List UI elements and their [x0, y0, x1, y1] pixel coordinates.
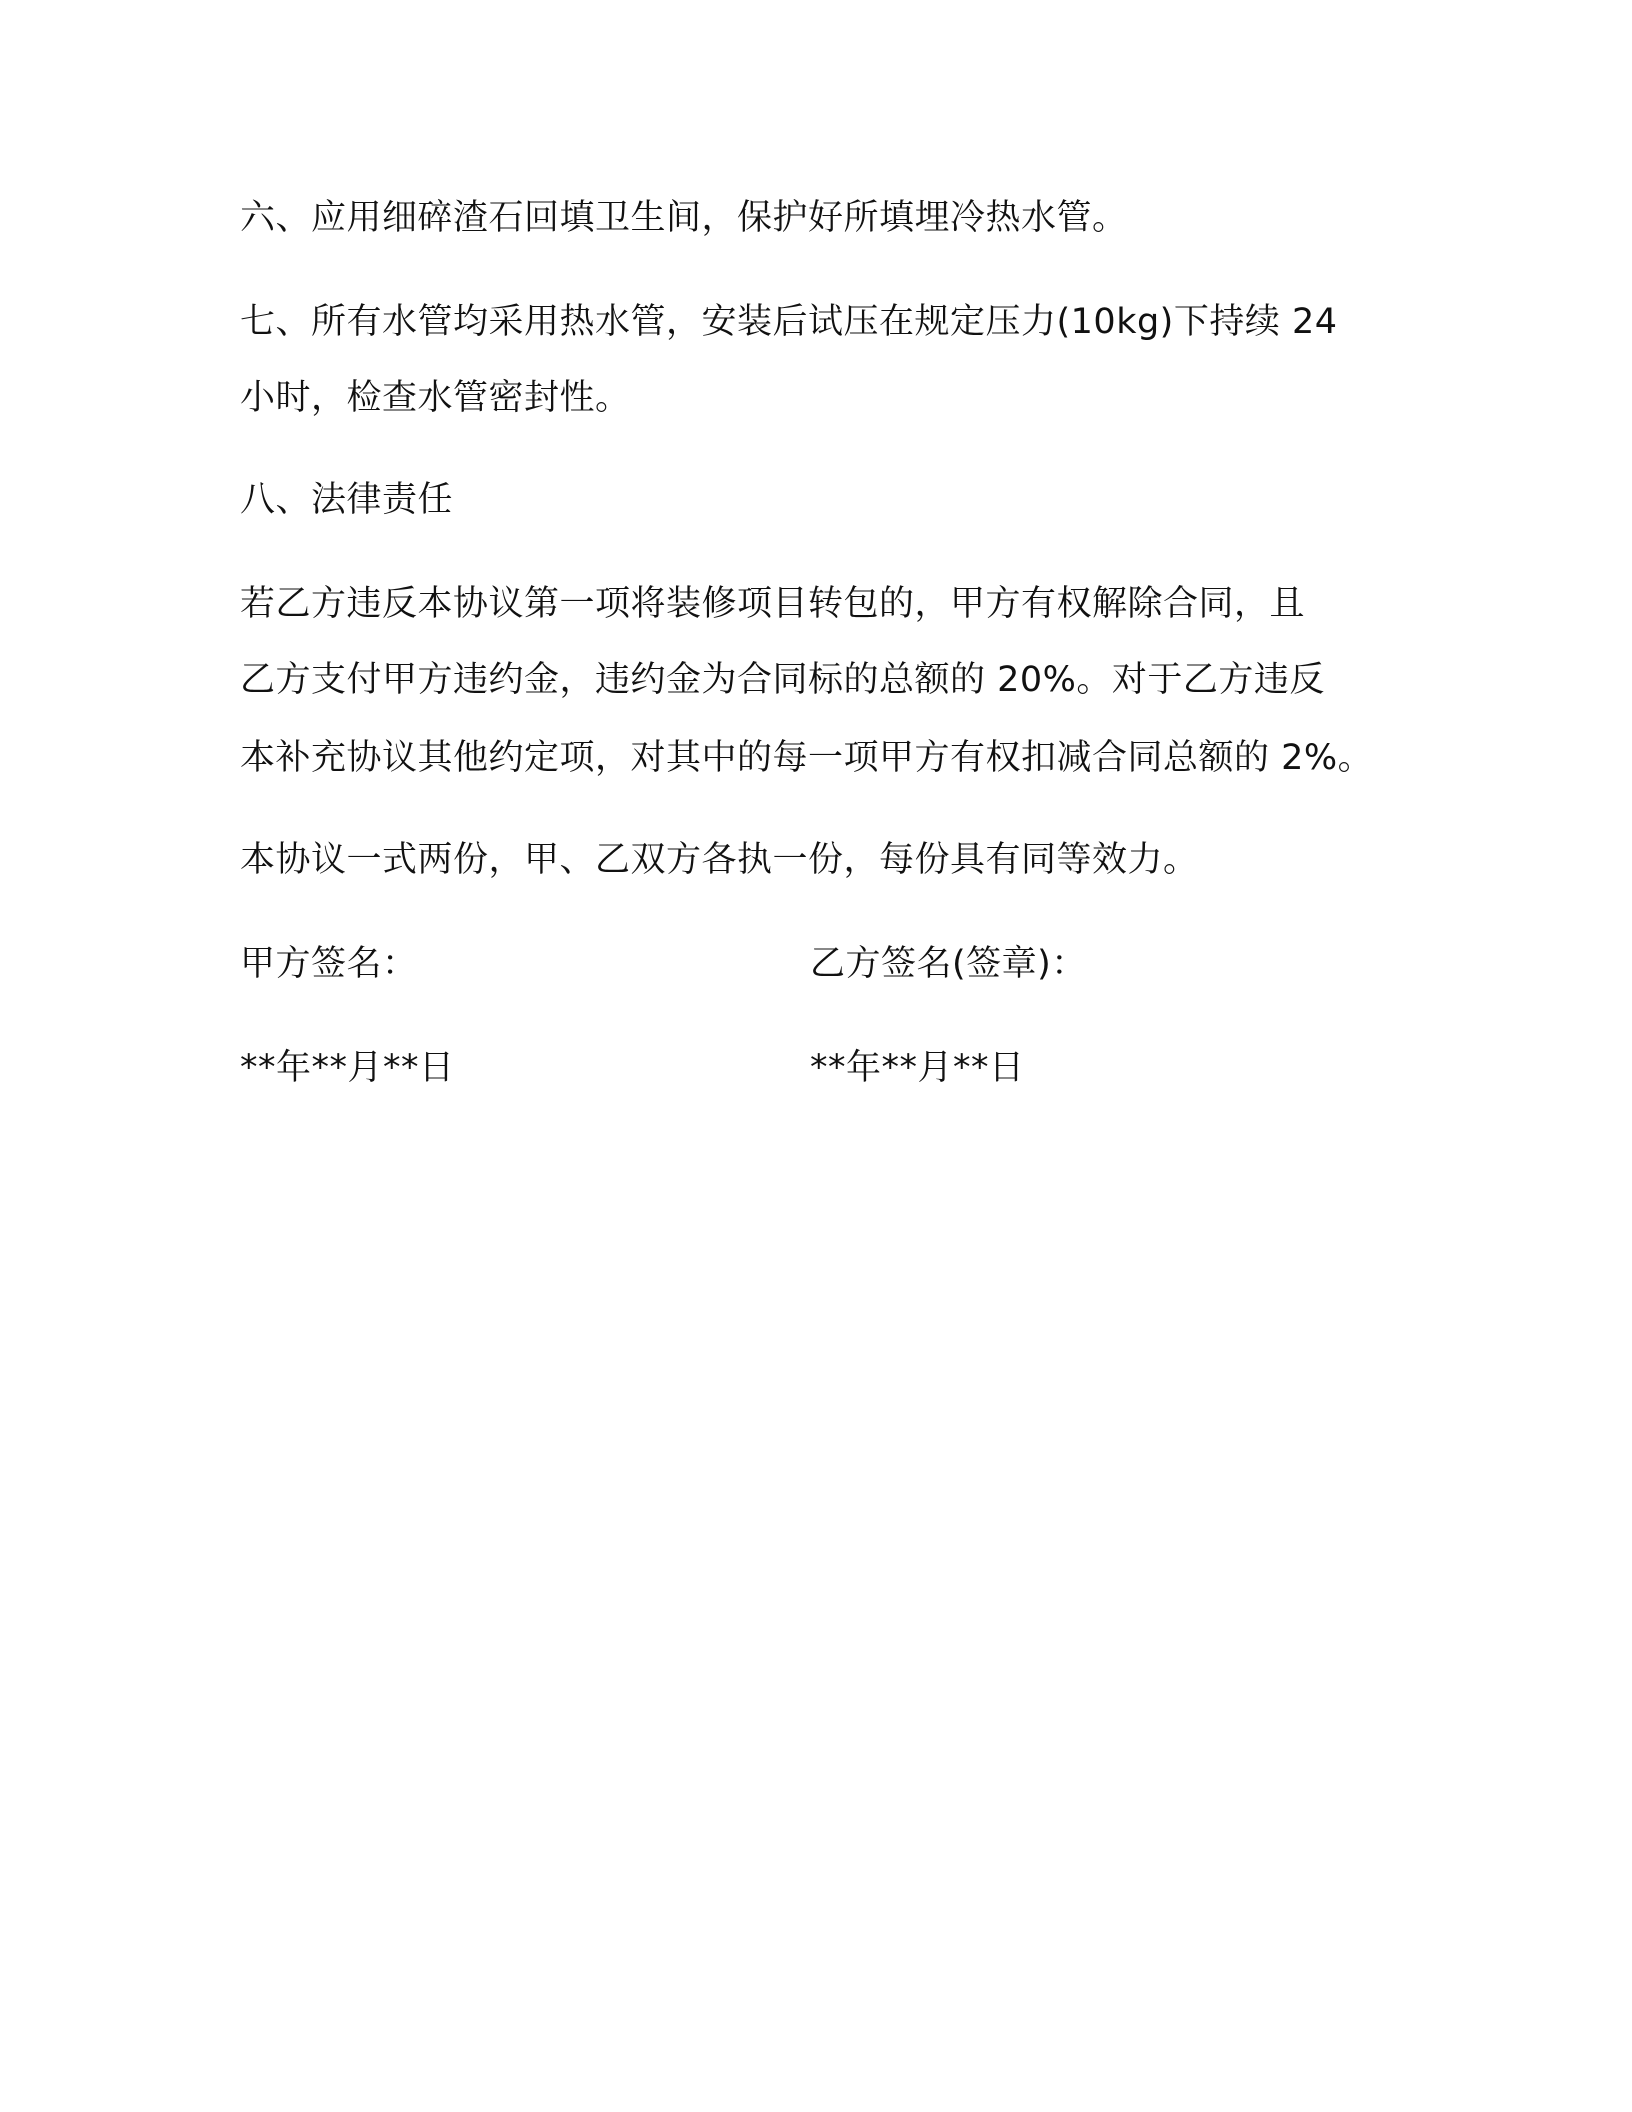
- clause-six: 六、应用细碎渣石回填卫生间，保护好所填埋冷热水管。: [240, 198, 1128, 238]
- party-b-signature-label: 乙方签名(签章)：: [810, 944, 1087, 984]
- liability-line-2: 乙方支付甲方违约金，违约金为合同标的总额的 20%。对于乙方违反: [240, 660, 1325, 700]
- liability-line-3: 本补充协议其他约定项，对其中的每一项甲方有权扣减合同总额的 2%。: [240, 738, 1374, 778]
- clause-seven-line-2: 小时，检查水管密封性。: [240, 378, 631, 418]
- copies-statement: 本协议一式两份，甲、乙双方各执一份，每份具有同等效力。: [240, 840, 1199, 880]
- clause-eight-heading: 八、法律责任: [240, 480, 454, 520]
- party-a-date: **年**月**日: [240, 1048, 455, 1088]
- party-a-signature-label: 甲方签名：: [240, 944, 418, 984]
- clause-seven-line-1: 七、所有水管均采用热水管，安装后试压在规定压力(10kg)下持续 24: [240, 302, 1338, 342]
- liability-line-1: 若乙方违反本协议第一项将装修项目转包的，甲方有权解除合同，且: [240, 584, 1306, 624]
- party-b-date: **年**月**日: [810, 1048, 1025, 1088]
